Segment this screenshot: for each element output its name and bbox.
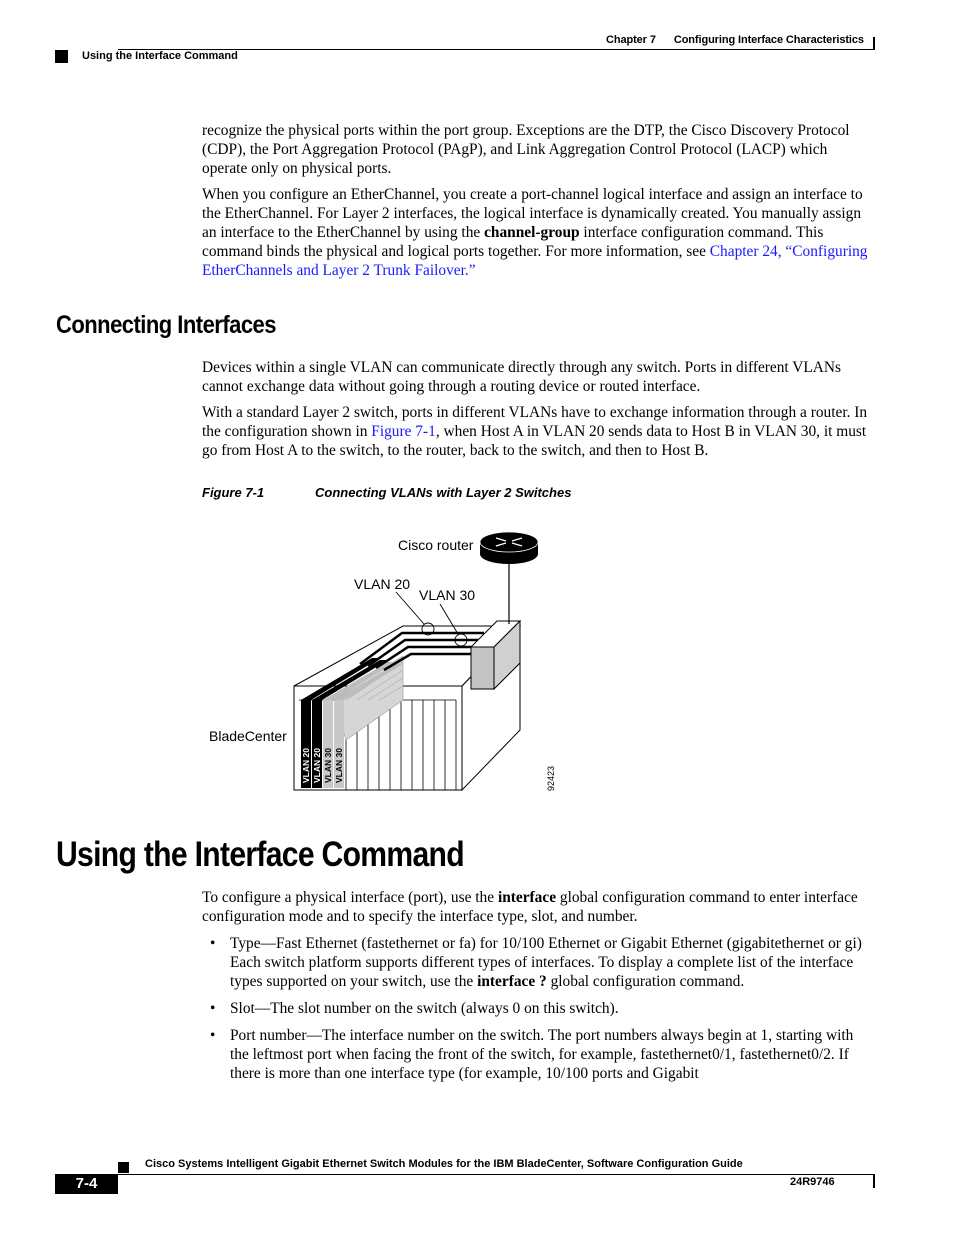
intro-p2-text-c: interface configuration command. This command binds the physical and logical ports together. For more information, see bbox=[202, 224, 824, 260]
chapter-24-link[interactable]: Chapter 24, “Configuring EtherChannels and Layer 2 Trunk Failover.” bbox=[202, 243, 868, 279]
blade-label-1: VLAN 20 bbox=[301, 748, 311, 783]
connecting-paragraph-1: Devices within a single VLAN can communicate directly through any switch. Ports in different VLANs cannot exchange data without going through a routing device or routed interface. bbox=[202, 359, 842, 395]
router-icon bbox=[480, 532, 538, 564]
switch-module-front bbox=[471, 647, 494, 689]
interface-command-heading: Using the Interface Command bbox=[56, 835, 464, 874]
label-vlan30: VLAN 30 bbox=[419, 587, 476, 603]
running-header-section: Using the Interface Command bbox=[82, 50, 238, 62]
bullet-port-number: • Port number—The interface number on the switch. The port numbers always begin at 1, starting with the leftmost port when facing the front of the switch, for example, fastethernet0/1, fastethernet0/2. If there is more than one interface type (for example, 10/100 ports and Gigabit bbox=[210, 1027, 854, 1082]
bullet-slot-text: Slot—The slot number on the switch (always 0 on this switch). bbox=[230, 1000, 619, 1017]
label-vlan20: VLAN 20 bbox=[354, 576, 411, 592]
figure-7-1-link[interactable]: Figure 7-1 bbox=[371, 423, 436, 440]
footer-marker bbox=[118, 1162, 129, 1173]
chapter-title: Configuring Interface Characteristics bbox=[673, 34, 864, 46]
blade-label-3: VLAN 30 bbox=[323, 748, 333, 783]
footer-rule bbox=[118, 1174, 875, 1175]
interface-keyword: interface bbox=[497, 889, 557, 906]
interface-p1-text-c: global configuration command to enter interface configuration mode and to specify the interface type, slot, and number. bbox=[202, 889, 858, 925]
connecting-p2-text-a: With a standard Layer 2 switch, ports in different VLANs have to exchange information through a router. In the configuration shown in bbox=[202, 404, 868, 440]
intro-paragraph-1: recognize the physical ports within the port group. Exceptions are the DTP, the Cisco Discovery Protocol (CDP), the Port Aggregation Protocol (PAgP), and Link Aggregation Control Protocol (LACP) which operate only on physical ports. bbox=[202, 122, 850, 177]
page-number: 7-4 bbox=[55, 1174, 118, 1194]
label-bladecenter: BladeCenter bbox=[209, 728, 287, 744]
document-number: 24R9746 bbox=[790, 1176, 835, 1188]
label-cisco-router: Cisco router bbox=[398, 537, 474, 553]
figure-id: 92423 bbox=[546, 765, 556, 791]
connecting-interfaces-heading: Connecting Interfaces bbox=[56, 311, 276, 339]
footer-book-title: Cisco Systems Intelligent Gigabit Ethernet Switch Modules for the IBM BladeCenter, Software Configuration Guide bbox=[145, 1158, 743, 1170]
bullet-port-text: Port number—The interface number on the switch. The port numbers always begin at 1, starting with the leftmost port when facing the front of the switch, for example, fastethernet0/1, fastethernet0/2. If there is more than one interface type (for example, 10/100 ports and Gigabit bbox=[230, 1027, 854, 1082]
interface-help-keyword: interface ? bbox=[477, 973, 547, 990]
connecting-p2-text-c: , when Host A in VLAN 20 sends data to Host B in VLAN 30, it must go from Host A to the switch, to the router, back to the switch, and then to Host B. bbox=[202, 423, 867, 459]
bullet-type-text-c: global configuration command. bbox=[546, 973, 745, 990]
footer-tick bbox=[873, 1174, 875, 1188]
bullet-type: • Type—Fast Ethernet (fastethernet or fa) for 10/100 Ethernet or Gigabit Ethernet (gigabitethernet or gi) Each switch platform supports different types of interfaces. To display a complete list of the interface types supported on your switch, use the interface ? global configuration command. bbox=[210, 935, 862, 990]
intro-p2-text-a: When you configure an EtherChannel, you create a port-channel logical interface and assign an interface to the EtherChannel. For Layer 2 interfaces, the logical interface is dynamically created. You manually assign an interface to the EtherChannel by using the bbox=[202, 186, 863, 241]
blade-label-4: VLAN 30 bbox=[334, 748, 344, 783]
bullet-slot: • Slot—The slot number on the switch (always 0 on this switch). bbox=[210, 1000, 619, 1017]
interface-p1-text-a: To configure a physical interface (port), use the bbox=[202, 889, 498, 906]
bullet-type-text-a: Type—Fast Ethernet (fastethernet or fa) for 10/100 Ethernet or Gigabit Ethernet (gigabitethernet or gi) Each switch platform supports different types of interfaces. To display a complete list of the interface types supported on your switch, use the bbox=[230, 935, 862, 990]
figure-number: Figure 7-1 bbox=[202, 485, 265, 500]
channel-group-keyword: channel-group bbox=[484, 224, 580, 241]
interface-bullet-list bbox=[202, 934, 874, 1091]
figure-title: Connecting VLANs with Layer 2 Switches bbox=[315, 485, 572, 500]
blade-label-2: VLAN 20 bbox=[312, 748, 322, 783]
interface-paragraph-1 bbox=[202, 888, 874, 926]
chapter-number: Chapter 7 bbox=[606, 34, 656, 46]
